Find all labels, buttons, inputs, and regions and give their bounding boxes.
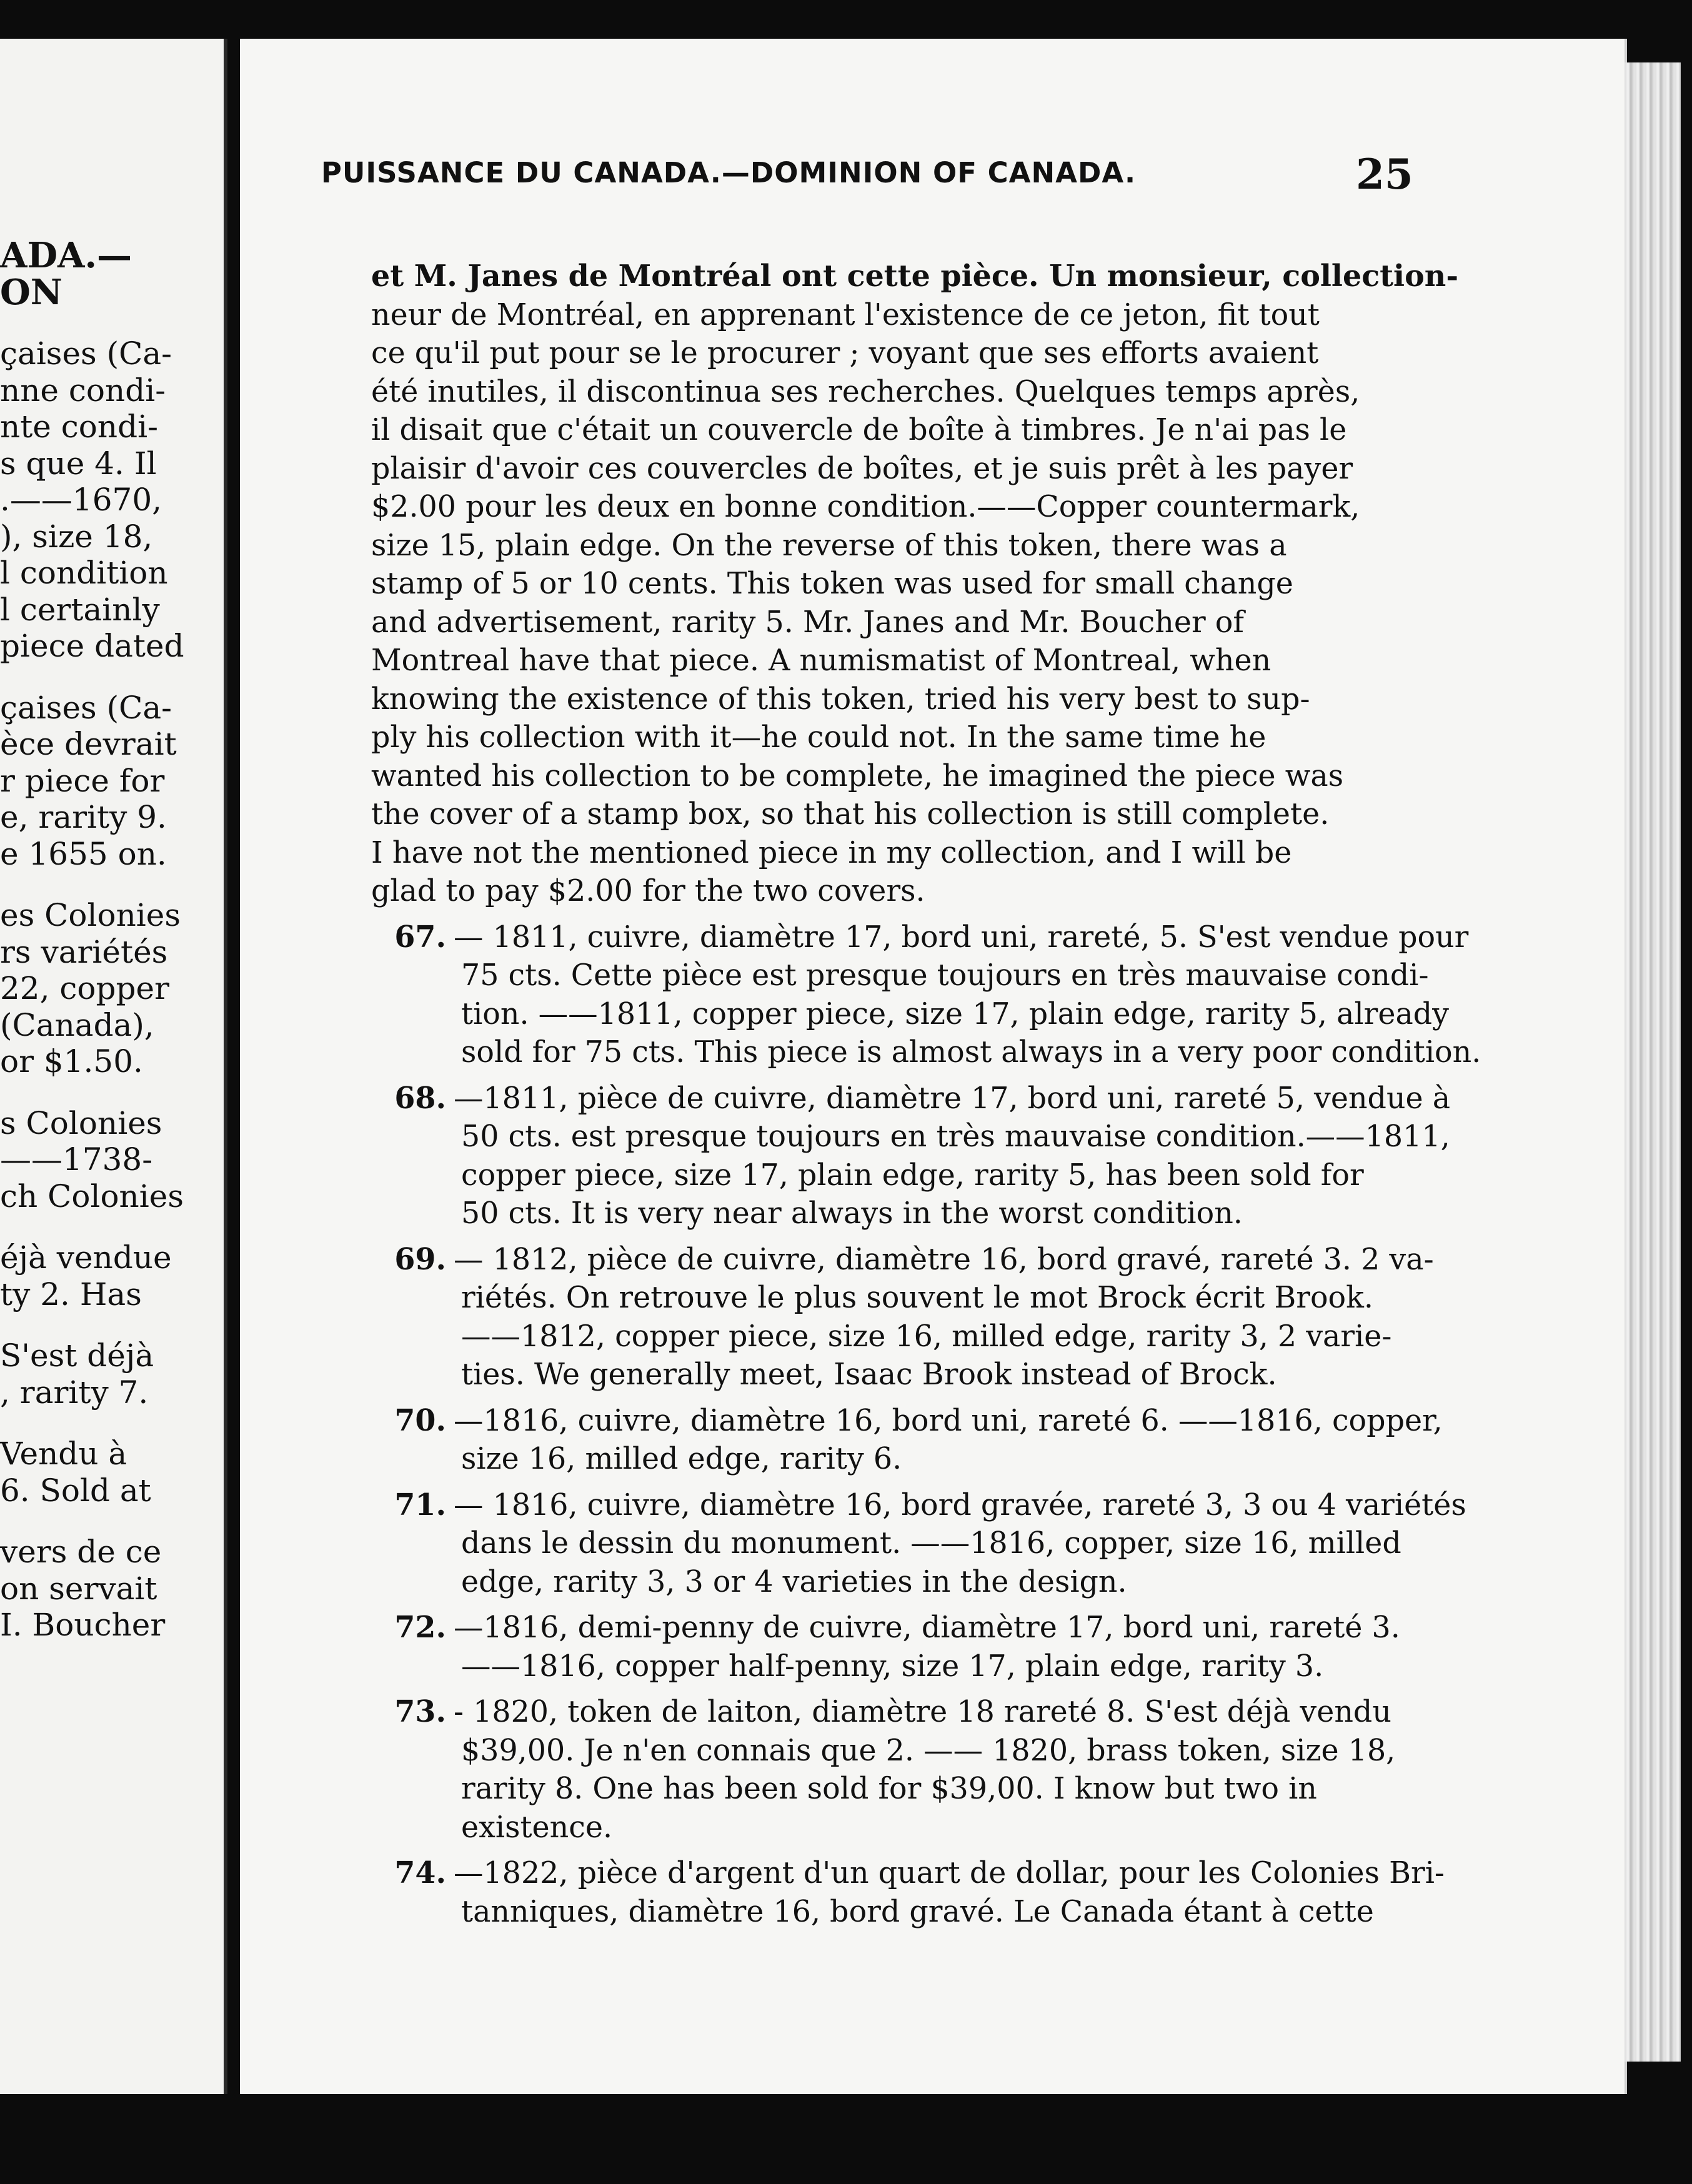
left-page-line: .——1670, <box>0 482 162 518</box>
entry-number: 74. <box>394 1855 446 1890</box>
left-page-fragment <box>0 39 227 2094</box>
entry-number-spacer <box>371 1194 454 1233</box>
entry-line: rarity 8. One has been sold for $39,00. I know but two in <box>461 1772 1317 1806</box>
left-page-line: ty 2. Has <box>0 1276 142 1313</box>
entry-line: tion. ——1811, copper piece, size 17, plain edge, rarity 5, already <box>461 996 1450 1031</box>
entry-line: dans le dessin du monument. ——1816, copper, size 16, milled <box>461 1526 1401 1561</box>
entries-list <box>371 918 1530 1932</box>
left-page-line: or $1.50. <box>0 1043 143 1080</box>
left-page-line: çaises (Ca- <box>0 689 172 726</box>
intro-line: stamp of 5 or 10 cents. This token was used for small change <box>371 567 1293 601</box>
entry-line: —1822, pièce d'argent d'un quart de dollar, pour les Colonies Bri- <box>454 1856 1445 1890</box>
entry-line: —1816, cuivre, diamètre 16, bord uni, rareté 6. ——1816, copper, <box>454 1403 1443 1438</box>
intro-line: wanted his collection to be complete, he imagined the piece was <box>371 758 1344 793</box>
left-page-line: èce devrait <box>0 726 177 762</box>
entry-line: tanniques, diamètre 16, bord gravé. Le Canada étant à cette <box>461 1894 1374 1929</box>
entry-number-spacer <box>371 1732 454 1770</box>
left-page-line: l condition <box>0 555 168 591</box>
left-page-line: S'est déjà <box>0 1338 154 1374</box>
catalog-entry <box>371 1854 1530 1931</box>
intro-line: plaisir d'avoir ces couvercles de boîtes, et je suis prêt à les payer <box>371 451 1353 486</box>
intro-line: knowing the existence of this token, tried his very best to sup- <box>371 682 1310 717</box>
intro-line: il disait que c'était un couvercle de boîte à timbres. Je n'ai pas le <box>371 413 1347 447</box>
left-page-line: , rarity 7. <box>0 1374 149 1411</box>
entry-number: 67. <box>394 919 446 955</box>
intro-line: ply his collection with it—he could not. In the same time he <box>371 720 1267 755</box>
intro-line: the cover of a stamp box, so that his collection is still complete. <box>371 797 1330 831</box>
entry-number: 72. <box>394 1610 446 1645</box>
entry-line: existence. <box>461 1810 613 1845</box>
catalog-entry <box>371 1693 1530 1847</box>
left-page-line: éjà vendue <box>0 1239 172 1276</box>
left-page-line: vers de ce <box>0 1534 162 1570</box>
entry-line: —1816, demi-penny de cuivre, diamètre 17, bord uni, rareté 3. <box>454 1611 1400 1645</box>
entry-number-spacer <box>371 1647 454 1686</box>
entry-line: edge, rarity 3, 3 or 4 varieties in the design. <box>461 1564 1127 1599</box>
page-edges <box>1625 62 1681 2062</box>
intro-paragraph <box>371 257 1530 911</box>
intro-line: et M. Janes de Montréal ont cette pièce. Un monsieur, collection- <box>371 259 1459 294</box>
entry-line: —1811, pièce de cuivre, diamètre 17, bord uni, rareté 5, vendue à <box>454 1081 1451 1116</box>
left-page-line: ON <box>0 271 62 313</box>
left-page-line: I. Boucher <box>0 1607 166 1643</box>
entry-line: size 16, milled edge, rarity 6. <box>461 1442 902 1476</box>
entry-number: 70. <box>394 1402 446 1438</box>
left-page-line: piece dated <box>0 628 184 664</box>
left-page-line: çaises (Ca- <box>0 335 172 372</box>
main-page <box>240 39 1627 2094</box>
entry-line: — 1816, cuivre, diamètre 16, bord gravée, rareté 3, 3 ou 4 variétés <box>454 1487 1466 1522</box>
entry-number-spacer <box>371 1809 454 1847</box>
entry-number-spacer <box>371 1356 454 1394</box>
left-page-line: rs variétés <box>0 933 168 970</box>
page-number: 25 <box>1356 150 1413 199</box>
entry-number-spacer <box>371 1279 454 1318</box>
left-page-line: 6. Sold at <box>0 1472 151 1509</box>
entry-number-spacer <box>371 1524 454 1563</box>
entry-number-spacer <box>371 1893 454 1932</box>
running-head: PUISSANCE DU CANADA.—DOMINION OF CANADA. <box>321 156 1137 189</box>
entry-line: 75 cts. Cette pièce est presque toujours en très mauvaise condi- <box>461 958 1429 993</box>
left-page-line: nne condi- <box>0 372 166 409</box>
intro-line: size 15, plain edge. On the reverse of this token, there was a <box>371 528 1287 563</box>
intro-line: and advertisement, rarity 5. Mr. Janes and Mr. Boucher of <box>371 605 1244 640</box>
entry-number-spacer <box>371 1033 454 1072</box>
entry-number-spacer <box>371 1770 454 1809</box>
entry-line: ——1816, copper half-penny, size 17, plain edge, rarity 3. <box>461 1649 1324 1684</box>
intro-line: neur de Montréal, en apprenant l'existence de ce jeton, fit tout <box>371 297 1320 332</box>
left-page-line: es Colonies <box>0 897 181 933</box>
entry-line: ——1812, copper piece, size 16, milled edge, rarity 3, 2 varie- <box>461 1319 1392 1354</box>
intro-line: I have not the mentioned piece in my collection, and I will be <box>371 835 1292 870</box>
entry-number-spacer <box>371 1563 454 1602</box>
intro-line: glad to pay $2.00 for the two covers. <box>371 874 925 908</box>
entry-line: riétés. On retrouve le plus souvent le mot Brock écrit Brook. <box>461 1281 1374 1315</box>
left-page-line: nte condi- <box>0 409 158 445</box>
entry-line: 50 cts. est presque toujours en très mauvaise condition.——1811, <box>461 1119 1450 1154</box>
left-page-line: s que 4. Il <box>0 445 157 482</box>
catalog-entry <box>371 1609 1530 1685</box>
entry-line: - 1820, token de laiton, diamètre 18 rareté 8. S'est déjà vendu <box>454 1695 1391 1729</box>
entry-number-spacer <box>371 1318 454 1356</box>
intro-line: $2.00 pour les deux en bonne condition.——Copper countermark, <box>371 490 1360 524</box>
left-page-line: ), size 18, <box>0 518 153 555</box>
intro-line: été inutiles, il discontinua ses recherches. Quelques temps après, <box>371 374 1360 409</box>
catalog-entry <box>371 1241 1530 1394</box>
left-page-line: e 1655 on. <box>0 835 167 872</box>
left-page-line: l certainly <box>0 591 160 628</box>
entry-number-spacer <box>371 1440 454 1479</box>
text-block <box>371 257 1530 1931</box>
entry-number-spacer <box>371 1118 454 1156</box>
entry-line: — 1812, pièce de cuivre, diamètre 16, bord gravé, rareté 3. 2 va- <box>454 1242 1434 1277</box>
intro-line: Montreal have that piece. A numismatist of Montreal, when <box>371 643 1271 678</box>
entry-line: sold for 75 cts. This piece is almost always in a very poor condition. <box>461 1035 1481 1070</box>
catalog-entry <box>371 918 1530 1072</box>
left-page-line: s Colonies <box>0 1104 162 1141</box>
left-page-line: ADA.— <box>0 235 132 276</box>
left-page-line: ——1738- <box>0 1141 153 1178</box>
entry-number: 69. <box>394 1241 446 1277</box>
left-page-line: ch Colonies <box>0 1178 184 1214</box>
left-page-line: r piece for <box>0 762 165 799</box>
entry-number-spacer <box>371 995 454 1034</box>
entry-line: $39,00. Je n'en connais que 2. —— 1820, brass token, size 18, <box>461 1733 1396 1768</box>
catalog-entry <box>371 1486 1530 1602</box>
left-page-line: 22, copper <box>0 970 170 1006</box>
left-page-line: on servait <box>0 1570 157 1607</box>
entry-line: 50 cts. It is very near always in the worst condition. <box>461 1196 1243 1231</box>
catalog-entry <box>371 1080 1530 1233</box>
catalog-entry <box>371 1402 1530 1479</box>
entry-line: copper piece, size 17, plain edge, rarity 5, has been sold for <box>461 1158 1364 1193</box>
entry-number-spacer <box>371 1156 454 1195</box>
intro-line: ce qu'il put pour se le procurer ; voyant que ses efforts avaient <box>371 336 1319 370</box>
entry-line: ties. We generally meet, Isaac Brook instead of Brock. <box>461 1358 1277 1392</box>
left-page-line: (Canada), <box>0 1006 154 1043</box>
entry-line: — 1811, cuivre, diamètre 17, bord uni, rareté, 5. S'est vendue pour <box>454 920 1469 955</box>
entry-number: 73. <box>394 1694 446 1729</box>
entry-number: 71. <box>394 1487 446 1522</box>
entry-number: 68. <box>394 1080 446 1116</box>
entry-number-spacer <box>371 956 454 995</box>
left-page-line: e, rarity 9. <box>0 799 167 835</box>
left-page-line: Vendu à <box>0 1436 127 1472</box>
